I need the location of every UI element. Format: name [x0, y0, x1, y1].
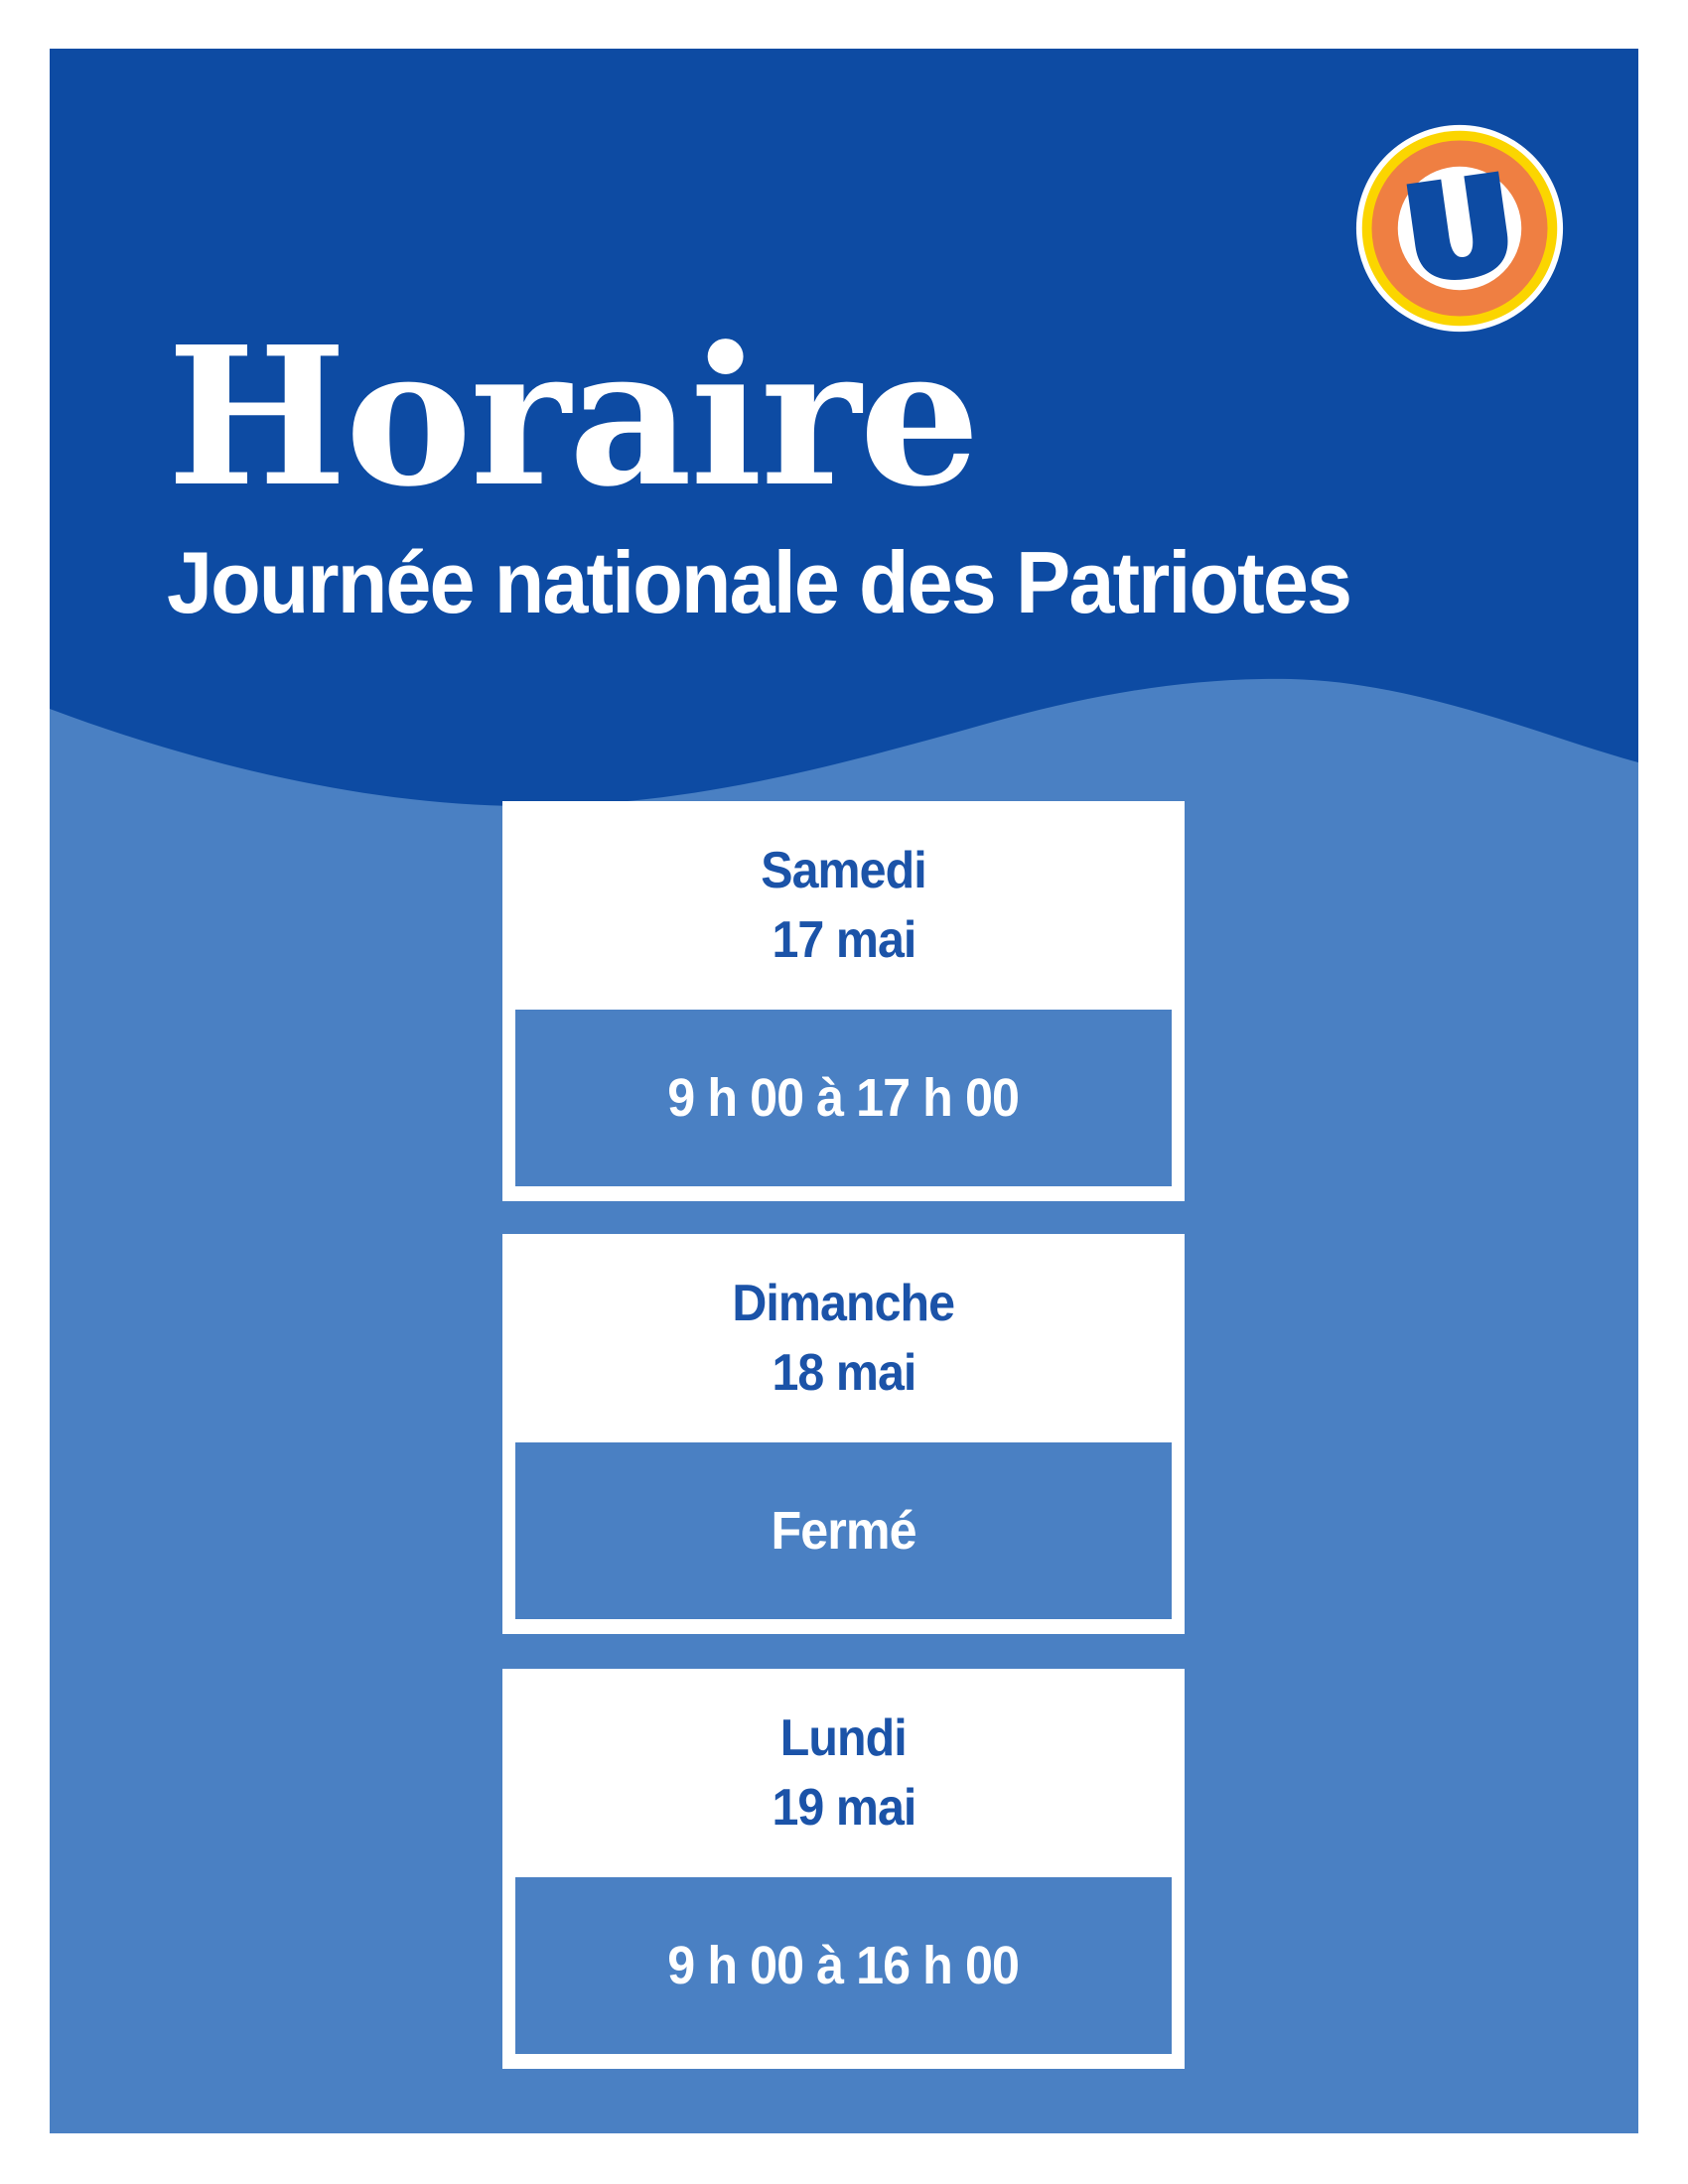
page-title: Horaire — [167, 306, 979, 529]
u-logo-icon — [1353, 122, 1566, 335]
hours-label: 9 h 00 à 17 h 00 — [667, 1068, 1020, 1128]
page-subtitle: Journée nationale des Patriotes — [167, 533, 1351, 631]
card-day-section — [515, 1234, 1172, 1442]
hours-label: Fermé — [771, 1501, 916, 1561]
hours-label: 9 h 00 à 16 h 00 — [667, 1936, 1020, 1995]
date-label: 17 mai — [772, 911, 915, 969]
card-day-section — [515, 1669, 1172, 1877]
card-hours-band — [515, 1877, 1172, 2054]
schedule-card-saturday — [502, 801, 1185, 1201]
schedule-card-monday — [502, 1669, 1185, 2069]
card-day-section — [515, 801, 1172, 1010]
date-label: 18 mai — [772, 1344, 915, 1402]
card-hours-band — [515, 1442, 1172, 1619]
poster — [50, 49, 1638, 2133]
day-label: Lundi — [780, 1708, 907, 1767]
date-label: 19 mai — [772, 1779, 915, 1837]
schedule-card-sunday — [502, 1234, 1185, 1634]
brand-logo — [1353, 122, 1566, 335]
day-label: Dimanche — [732, 1274, 955, 1332]
card-hours-band — [515, 1010, 1172, 1186]
day-label: Samedi — [761, 841, 926, 899]
